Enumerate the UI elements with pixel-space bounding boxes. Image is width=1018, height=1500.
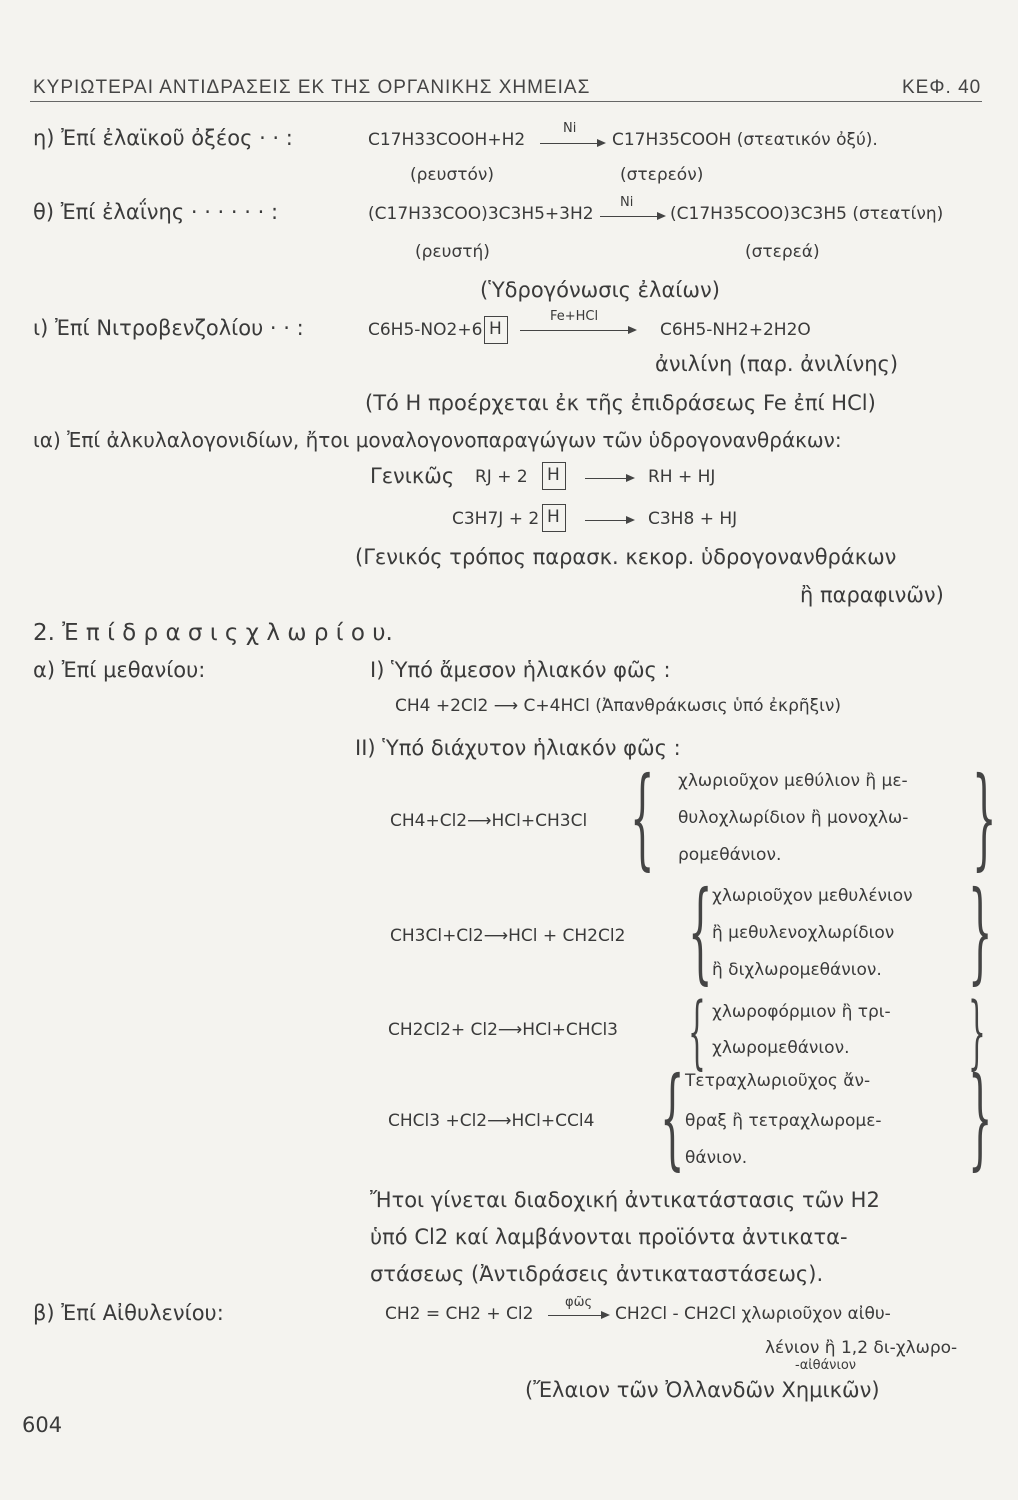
item-iota-bracket: H xyxy=(489,319,502,339)
reaction-arrow xyxy=(585,520,633,521)
item-ia-general-label: Γενικῶς xyxy=(370,464,455,488)
beta-eq: CH2 = CH2 + Cl2 xyxy=(385,1304,534,1324)
chlorination-step-1-eq: CH4+Cl2⟶HCl+CH3Cl xyxy=(390,811,588,831)
chlorination-step-4-name-line: θραξ ἢ τετραχλωρομε- xyxy=(685,1111,882,1131)
right-brace: } xyxy=(968,1053,993,1181)
beta-rhs: CH2Cl - CH2Cl χλωριοῦχον αἰθυ- xyxy=(615,1304,891,1324)
item-theta-catalyst: Ni xyxy=(620,195,634,210)
reaction-arrow xyxy=(540,143,604,144)
page-number: 604 xyxy=(22,1413,63,1437)
chlorination-step-1-name-line: θυλοχλωρίδιον ἢ μονοχλω- xyxy=(678,808,909,828)
item-ia-eq1-lhs: RJ + 2 xyxy=(475,467,528,487)
chlorination-step-2-name-line: ἢ μεθυλενοχλωρίδιον xyxy=(712,923,895,943)
alpha-summary-line: στάσεως (Ἀντιδράσεις ἀντικαταστάσεως). xyxy=(370,1262,824,1286)
chlorination-step-3-name-line: χλωρομεθάνιον. xyxy=(712,1038,850,1058)
chlorination-step-4-name-line: θάνιον. xyxy=(685,1148,748,1168)
alpha-sub1-eq: CH4 +2Cl2 ⟶ C+4HCl (Ἀπανθράκωσις ὑπό ἐκρῆξιν) xyxy=(395,696,842,716)
chlorination-step-4-name-line: Τετραχλωριοῦχος ἄν- xyxy=(685,1071,871,1091)
item-iota-note2: (Τό H προέρχεται ἐκ τῆς ἐπιδράσεως Fe ἐπί HCl) xyxy=(365,391,876,415)
item-theta-note: (Ὑδρογόνωσις ἐλαίων) xyxy=(480,278,720,302)
right-brace: } xyxy=(968,985,986,1078)
item-iota-catalyst: Fe+HCl xyxy=(550,309,599,324)
section-heading: 2. Ἐ π ί δ ρ α σ ι ς χ λ ω ρ ί ο υ. xyxy=(33,620,393,646)
chlorination-step-1-name-line: χλωριοῦχον μεθύλιον ἢ με- xyxy=(678,771,908,791)
item-ia-eq2-rhs: C3H8 + HJ xyxy=(648,509,738,529)
item-eta-rhs: C17H35COOH (στεατικόν ὀξύ). xyxy=(612,130,878,150)
alpha-summary-line: Ἤτοι γίνεται διαδοχική ἀντικατάστασις τῶν H2 xyxy=(370,1188,880,1212)
left-brace: { xyxy=(688,985,706,1078)
right-brace: } xyxy=(972,753,997,881)
item-iota-note: ἀνιλίνη (παρ. ἀνιλίνης) xyxy=(655,352,899,376)
item-theta-label: θ) Ἐπί ἐλαΐνης · · · · · · : xyxy=(33,200,279,224)
right-brace: } xyxy=(968,867,993,995)
chlorination-step-2-name-line: χλωριοῦχον μεθυλένιον xyxy=(712,886,913,906)
chlorination-step-4-eq: CHCl3 +Cl2⟶HCl+CCl4 xyxy=(388,1111,595,1131)
beta-label: β) Ἐπί Αἰθυλενίου: xyxy=(33,1301,224,1325)
item-eta-catalyst: Ni xyxy=(563,121,577,136)
reaction-arrow xyxy=(585,478,633,479)
item-eta-note-lhs: (ρευστόν) xyxy=(410,165,494,185)
beta-catalyst: φῶς xyxy=(565,1295,593,1310)
chlorination-step-2-name-line: ἢ διχλωρομεθάνιον. xyxy=(712,960,882,980)
item-theta-rhs: (C17H35COO)3C3H5 (στεατίνη) xyxy=(670,204,944,224)
chlorination-step-3-name-line: χλωροφόρμιον ἢ τρι- xyxy=(712,1002,891,1022)
beta-rhs-line3: -αἰθάνιον xyxy=(795,1358,857,1373)
item-ia-note2: ἢ παραφινῶν) xyxy=(800,583,944,607)
item-ia-note1: (Γενικός τρόπος παρασκ. κεκορ. ὑδρογονανθράκων xyxy=(355,545,897,569)
left-brace: { xyxy=(630,753,655,881)
item-ia-eq2-lhs: C3H7J + 2 xyxy=(452,509,540,529)
chapter-number: ΚΕΦ. 40 xyxy=(902,77,982,98)
item-ia-label: ια) Ἐπί ἀλκυλαλογονιδίων, ἤτοι μοναλογονοπαραγώγων τῶν ὑδρογονανθράκων: xyxy=(33,428,842,452)
running-header-title: ΚΥΡΙΩΤΕΡΑΙ ΑΝΤΙΔΡΑΣΕΙΣ ΕΚ ΤΗΣ ΟΡΓΑΝΙΚΗΣ ΧΗΜΕΙΑΣ xyxy=(33,77,591,98)
item-theta-note-rhs: (στερεά) xyxy=(745,242,820,262)
chlorination-step-1-name-line: ρομεθάνιον. xyxy=(678,845,782,865)
reaction-arrow xyxy=(520,330,635,331)
reaction-arrow xyxy=(548,1315,608,1316)
header-rule xyxy=(30,101,982,102)
chlorination-step-2-eq: CH3Cl+Cl2⟶HCl + CH2Cl2 xyxy=(390,926,626,946)
item-iota-rhs: C6H5-NH2+2H2O xyxy=(660,320,811,340)
item-ia-eq1-rhs: RH + HJ xyxy=(648,467,716,487)
chlorination-step-3-eq: CH2Cl2+ Cl2⟶HCl+CHCl3 xyxy=(388,1020,618,1040)
alpha-summary-line: ὑπό Cl2 καί λαμβάνονται προϊόντα ἀντικατα- xyxy=(370,1225,848,1249)
item-theta-note-lhs: (ρευστή) xyxy=(415,242,490,262)
item-ia-eq2-br: H xyxy=(547,507,560,527)
item-ia-eq1-br: H xyxy=(547,465,560,485)
reaction-arrow xyxy=(600,216,664,217)
alpha-label: α) Ἐπί μεθανίου: xyxy=(33,658,206,682)
item-theta-lhs: (C17H33COO)3C3H5+3H2 xyxy=(368,204,594,224)
alpha-sub2-label: II) Ὑπό διάχυτον ἡλιακόν φῶς : xyxy=(355,736,681,760)
item-eta-lhs: C17H33COOH+H2 xyxy=(368,130,526,150)
item-eta-label: η) Ἐπί ἐλαϊκοῦ ὀξέος · · : xyxy=(33,126,293,150)
left-brace: { xyxy=(688,867,713,995)
beta-rhs-line2: λένιον ἢ 1,2 δι-χλωρο- xyxy=(765,1338,958,1358)
item-iota-label: ι) Ἐπί Νιτροβενζολίου · · : xyxy=(33,316,304,340)
beta-note: (Ἔλαιον τῶν Ὀλλανδῶν Χημικῶν) xyxy=(525,1378,880,1402)
item-eta-note-rhs: (στερεόν) xyxy=(620,165,704,185)
item-iota-lhs: C6H5-NO2+6 xyxy=(368,320,483,340)
left-brace: { xyxy=(660,1053,685,1181)
alpha-sub1-label: I) Ὑπό ἄμεσον ἡλιακόν φῶς : xyxy=(370,658,671,682)
